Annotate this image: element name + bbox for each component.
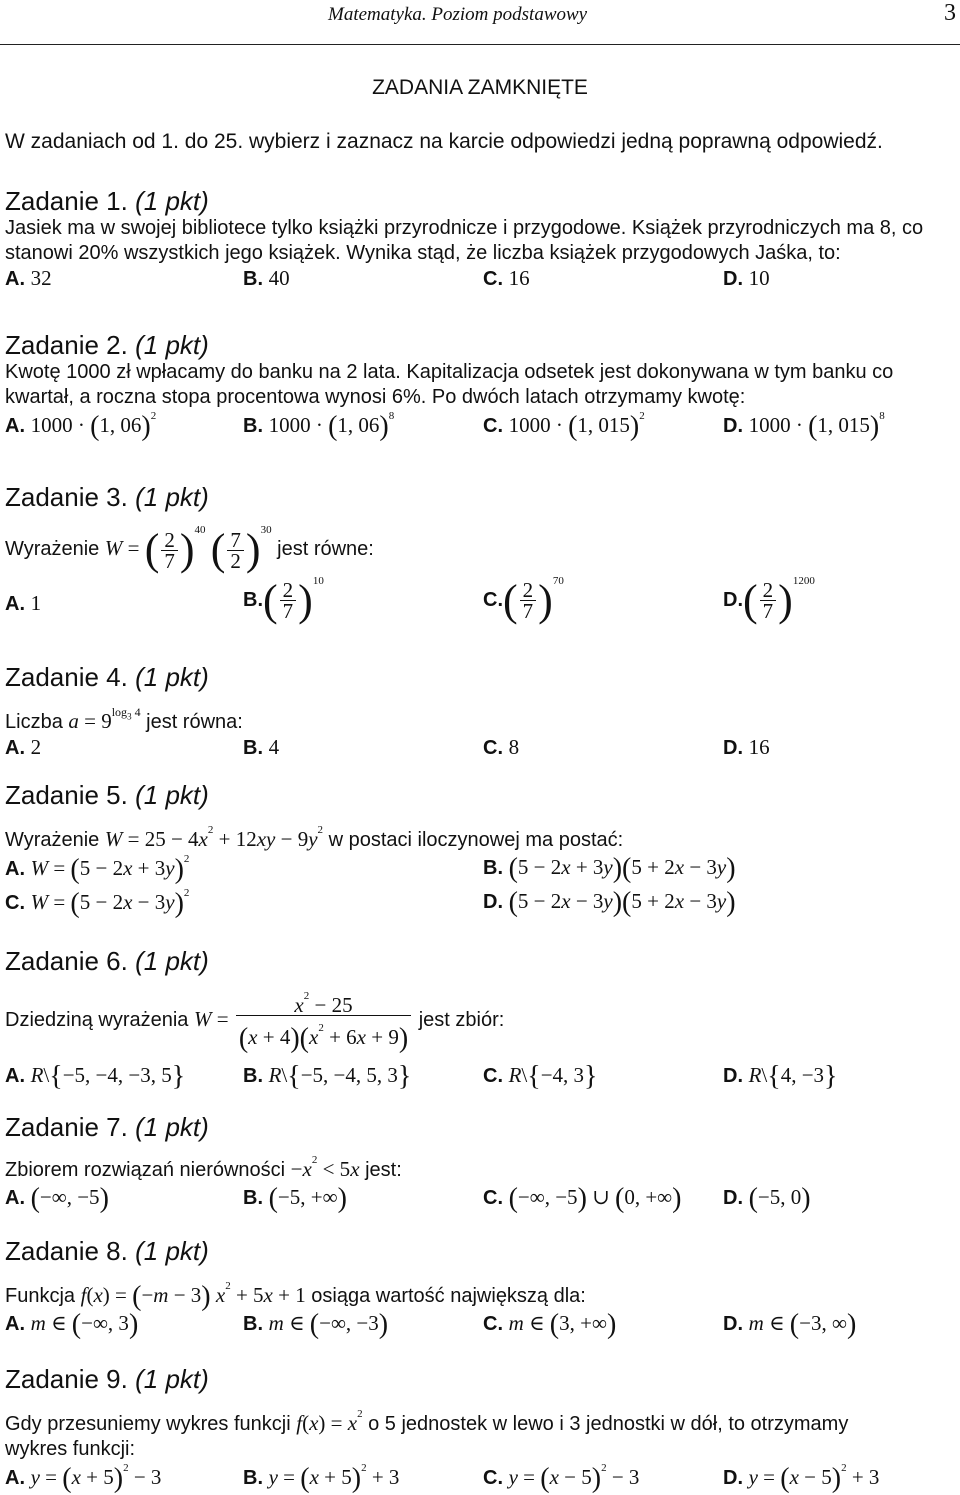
task-text: Gdy przesuniemy wykres funkcji $f(x) = x^2$ o 5 jednostek w lewo i 3 jednostki w dół, to otrzymamy wykres funkcji: <box>5 1408 849 1460</box>
task-2 <box>5 330 955 442</box>
task-text: Zbiorem rozwiązań nierówności $-x^2 < 5x$ jest: <box>5 1154 402 1181</box>
option-c[interactable]: C. $W = (5 - 2x - 3y)^2$ <box>5 887 190 919</box>
task-8 <box>5 1236 955 1341</box>
option-d[interactable]: D. $y = (x - 5)^2 + 3$ <box>723 1462 880 1494</box>
task-title: Zadanie 3. (1 pkt) <box>5 482 209 512</box>
option-b[interactable]: B. 40 <box>243 266 290 290</box>
options-row <box>5 1462 955 1494</box>
header-rule <box>0 44 960 45</box>
task-text: Jasiek ma w swojej bibliotece tylko książki przyrodnicze i przygodowe. Książek przyrodniczych ma 8, co stanowi 20% wszystkich jego książek. Wynika stąd, że liczba książek przygodowych Jaśka, to: <box>5 217 924 264</box>
option-c[interactable]: C.( $\frac{2}{7}$ )$^{70}$ <box>483 574 564 625</box>
option-d[interactable]: D. 1000 · (1, 015)$^8$ <box>723 410 885 442</box>
task-9 <box>5 1364 955 1494</box>
option-b[interactable]: B. R\{−5, −4, 5, 3} <box>243 1061 412 1092</box>
option-a[interactable]: A. $y = (x + 5)^2 - 3$ <box>5 1462 162 1494</box>
header-title: Matematyka. Poziom podstawowy <box>328 4 588 25</box>
option-c[interactable]: C. 1000 · (1, 015)$^2$ <box>483 410 645 442</box>
options-row <box>5 853 955 887</box>
options-row <box>5 887 955 921</box>
option-a[interactable]: A. 1 <box>5 590 42 615</box>
option-d[interactable]: D. m ∈ (−3, ∞) <box>723 1309 857 1340</box>
task-4 <box>5 662 955 763</box>
option-c[interactable]: C. $y = (x - 5)^2 - 3$ <box>483 1462 640 1494</box>
page-number: 3 <box>944 0 956 26</box>
task-title: Zadanie 8. (1 pkt) <box>5 1236 209 1266</box>
task-title: Zadanie 9. (1 pkt) <box>5 1364 209 1394</box>
task-text: Funkcja f(x) = (−m − 3) $x^2 + 5x + 1$ osiąga wartość największą dla: <box>5 1280 586 1312</box>
option-d[interactable]: D. 16 <box>723 735 770 759</box>
option-b[interactable]: B. (−5, +∞) <box>243 1183 347 1214</box>
option-d[interactable]: D. 10 <box>723 266 770 290</box>
option-d[interactable]: D. (5 − 2x − 3y)(5 + 2x − 3y) <box>483 887 736 918</box>
options-row <box>5 266 955 294</box>
option-c[interactable]: C. (−∞, −5) ∪ (0, +∞) <box>483 1183 682 1214</box>
task-title: Zadanie 7. (1 pkt) <box>5 1112 209 1142</box>
task-text: Dziedziną wyrażenia W = $\frac{x^2 - 25}{(x + 4)(x^2 + 6x + 9)}$ jest zbiór: <box>5 986 955 1049</box>
task-1 <box>5 186 955 294</box>
option-a[interactable]: A. 2 <box>5 735 42 759</box>
option-c[interactable]: C. R\{−4, 3} <box>483 1061 598 1092</box>
task-text: Kwotę 1000 zł wpłacamy do banku na 2 lata. Kapitalizacja odsetek jest dokonywana w tym banku co kwartał, a roczna stopa procentowa wynosi 6%. Po dwóch latach otrzymamy kwotę: <box>5 361 894 408</box>
option-a[interactable]: A. (−∞, −5) <box>5 1183 109 1214</box>
task-title: Zadanie 1. (1 pkt) <box>5 186 209 216</box>
options-row <box>5 410 955 442</box>
option-b[interactable]: B. m ∈ (−∞, −3) <box>243 1309 389 1340</box>
option-a[interactable]: A. m ∈ (−∞, 3) <box>5 1309 139 1340</box>
section-title: ZADANIA ZAMKNIĘTE <box>372 76 588 99</box>
task-6 <box>5 946 955 1093</box>
option-a[interactable]: A. 32 <box>5 266 52 290</box>
option-d[interactable]: D. R\{4, −3} <box>723 1061 838 1092</box>
task-title: Zadanie 6. (1 pkt) <box>5 946 209 976</box>
option-c[interactable]: C. 8 <box>483 735 520 759</box>
option-c[interactable]: C. m ∈ (3, +∞) <box>483 1309 617 1340</box>
option-d[interactable]: D.( $\frac{2}{7}$ )$^{1200}$ <box>723 574 815 625</box>
task-3 <box>5 482 955 635</box>
options-row <box>5 575 955 635</box>
expression-w: W = ( $\frac{2}{7}$ )$^{40}$ ( $\frac{7}{2}$ )$^{30}$ <box>104 524 272 575</box>
options-row <box>5 1183 955 1215</box>
options-row <box>5 1061 955 1093</box>
task-text: Wyrażenie $W = 25 - 4x^2 + 12xy - 9y^2$ w postaci iloczynowej ma postać: <box>5 824 624 851</box>
task-7 <box>5 1112 955 1215</box>
task-5 <box>5 780 955 921</box>
task-title: Zadanie 2. (1 pkt) <box>5 330 209 360</box>
instruction: W zadaniach od 1. do 25. wybierz i zaznacz na karcie odpowiedzi jedną poprawną odpowiedź. <box>5 130 883 153</box>
task-title: Zadanie 5. (1 pkt) <box>5 780 209 810</box>
option-d[interactable]: D. (−5, 0) <box>723 1183 811 1214</box>
option-a[interactable]: A. 1000 · (1, 06)$^2$ <box>5 410 157 442</box>
task-title: Zadanie 4. (1 pkt) <box>5 662 209 692</box>
option-b[interactable]: B.( $\frac{2}{7}$ )$^{10}$ <box>243 574 324 625</box>
option-a[interactable]: A. R\{−5, −4, −3, 5} <box>5 1061 186 1092</box>
task-text: Liczba $a = 9^{log_3 4}$ jest równa: <box>5 705 243 733</box>
option-b[interactable]: B. 4 <box>243 735 280 759</box>
option-a[interactable]: A. $W = (5 - 2x + 3y)^2$ <box>5 853 190 885</box>
option-b[interactable]: B. 1000 · (1, 06)$^8$ <box>243 410 395 442</box>
option-c[interactable]: C. 16 <box>483 266 530 290</box>
option-b[interactable]: B. $y = (x + 5)^2 + 3$ <box>243 1462 400 1494</box>
task-text: Wyrażenie W = ( $\frac{2}{7}$ )$^{40}$ ( $\frac{7}{2}$ )$^{30}$ jest równe: <box>5 524 374 575</box>
options-row <box>5 735 955 763</box>
options-row <box>5 1309 955 1341</box>
option-b[interactable]: B. (5 − 2x + 3y)(5 + 2x − 3y) <box>483 853 736 884</box>
